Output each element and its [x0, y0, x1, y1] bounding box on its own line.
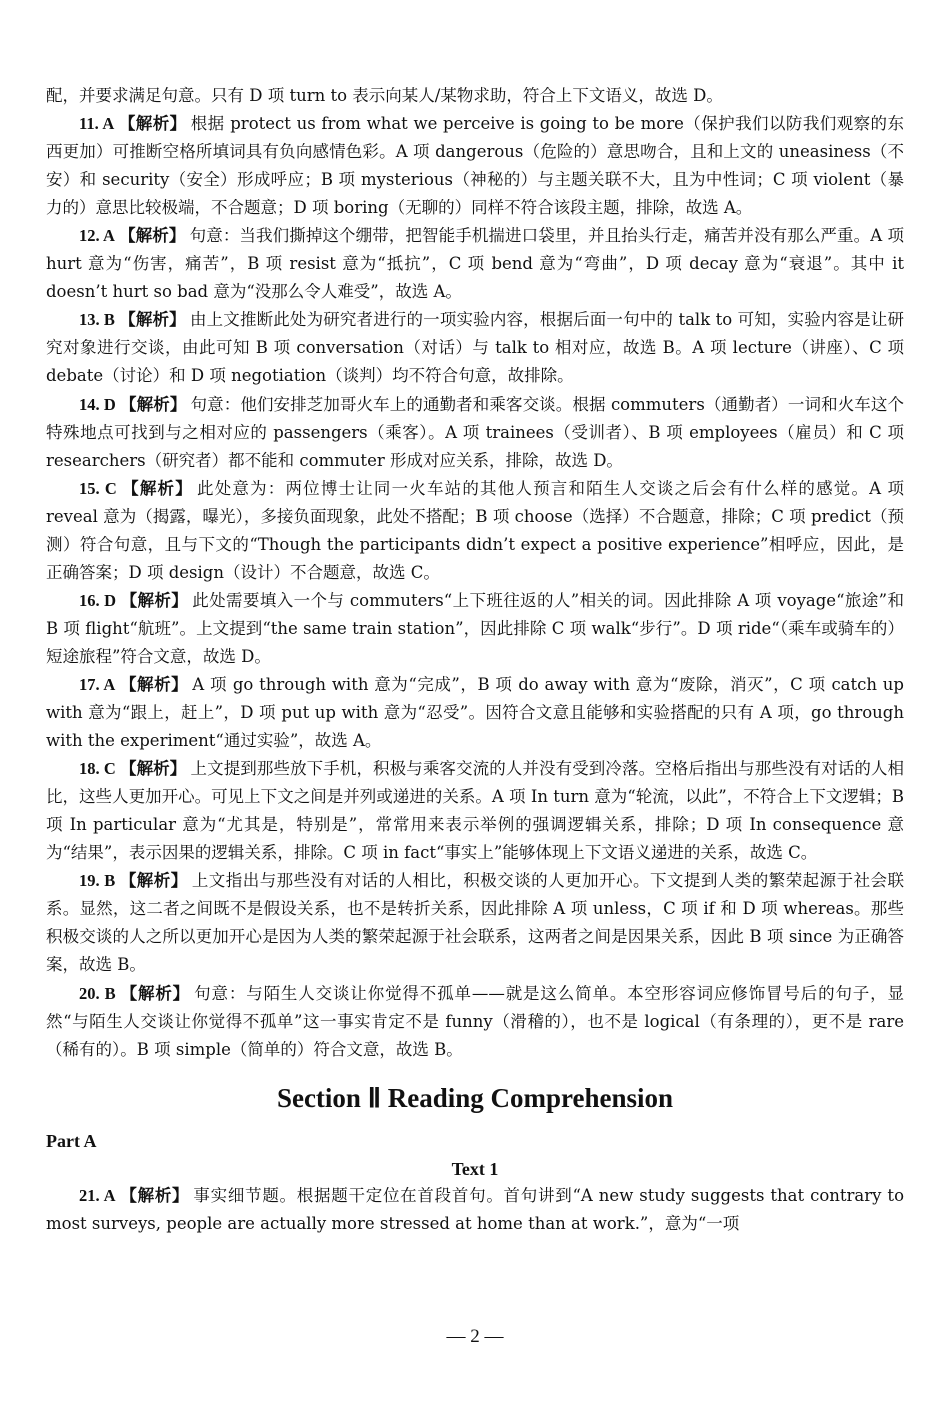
answer-item-12 — [46, 222, 904, 306]
text-heading: Text 1 — [451, 1158, 499, 1179]
item-text: 句意：与陌生人交谈让你觉得不孤单——就是这么简单。本空形容词应修饰冒号后的句子，显然“与陌生人交谈让你觉得不孤单”这一事实肯定不是 funny（滑稽的），也不是 logical（有条理的），更不是 rare（稀有的）。B 项 simple（简单的）符合文意，故选 B。 — [46, 983, 905, 1059]
item-text: 上文提到那些放下手机，积极与乘客交流的人并没有受到冷落。空格后指出与那些没有对话的人相比，这些人更加开心。可见上下文之间是并列或递进的关系。A 项 In turn 意为“轮流，以此”，不符合上下文逻辑；B 项 In particular 意为“尤其是，特别是”，常常用来表示举例的强调逻辑关系，排除；D 项 In consequence 意为“结果”，表示因果的逻辑关系，排除。C 项 in fact“事实上”能够体现上下文语义递进的关系，故选 C。 — [46, 759, 905, 863]
item-text: 上文指出与那些没有对话的人相比，积极交谈的人更加开心。下文提到人类的繁荣起源于社会联系。显然，这二者之间既不是假设关系，也不是转折关系，因此排除 A 项 unless，C 项 if 和 D 项 whereas。那些积极交谈的人之所以更加开心是因为人类的繁荣起源于社会联系，这两者之间是因果关系，因此 B 项 since 为正确答案，故选 B。 — [46, 871, 905, 975]
answer-item-15 — [46, 475, 904, 587]
analysis-tag: 【解析】 — [119, 674, 189, 694]
section-heading: Section Ⅱ Reading Comprehension — [276, 1082, 674, 1113]
item-number: 16. D — [79, 590, 117, 610]
item-text: 此处意为：两位博士让同一火车站的其他人预言和陌生人交谈之后会有什么样的感觉。A 项 reveal 意为（揭露，曝光），多接负面现象，此处不搭配；B 项 choose（选择）不合题意，排除；C 项 predict（预测）符合句意，且与下文的“Though the participants didn’t expect a positive experience”相呼应，因此，是正确答案；D 项 design（设计）不合题意，故选 C。 — [46, 478, 904, 582]
answer-item-18 — [46, 755, 904, 867]
analysis-tag: 【解析】 — [119, 394, 187, 414]
analysis-tag: 【解析】 — [120, 590, 189, 610]
analysis-tag: 【解析】 — [119, 1185, 190, 1205]
analysis-tag: 【解析】 — [120, 478, 193, 498]
page-number: — 2 — — [446, 1326, 504, 1347]
item-text: 根据 protect us from what we perceive is going to be more（保护我们以防我们观察的东西更加）可推断空格所填词具有负向感情色彩。A 项 dangerous（危险的）意思吻合，且和上文的 uneasiness（不安）和 security（安全）形成呼应；B 项 mysterious（神秘的）与主题关联不大，且为中性词；C 项 violent（暴力的）意思比较极端，不合题意；D 项 boring（无聊的）同样不符合该段主题，排除，故选 A。 — [46, 114, 904, 218]
item-number: 11. A — [79, 114, 115, 134]
item-number: 20. B — [79, 983, 116, 1003]
answer-item-17 — [46, 671, 904, 755]
item-text: 事实细节题。根据题干定位在首段首句。首句讲到“A new study suggests that contrary to most surveys, people are actually more stressed at home than at work.”，意为“一项 — [46, 1185, 905, 1233]
item-number: 15. C — [79, 478, 117, 498]
analysis-tag: 【解析】 — [118, 114, 187, 134]
part-heading: Part A — [46, 1130, 97, 1151]
answer-item-21 — [46, 1182, 904, 1238]
intro-paragraph: 配，并要求满足句意。只有 D 项 turn to 表示向某人/某物求助，符合上下文语义，故选 D。 — [46, 86, 723, 105]
item-number: 19. B — [79, 871, 116, 891]
item-number: 18. C — [79, 759, 116, 779]
analysis-tag: 【解析】 — [118, 226, 186, 246]
item-number: 12. A — [79, 226, 115, 246]
item-text: 此处需要填入一个与 commuters“上下班往返的人”相关的词。因此排除 A 项 voyage“旅途”和 B 项 flight“航班”。上文提到“the same train station”，因此排除 C 项 walk“步行”。D 项 ride“（乘车或骑车的）短途旅程”符合文意，故选 D。 — [46, 590, 904, 666]
answer-item-20 — [46, 980, 904, 1064]
analysis-tag: 【解析】 — [119, 310, 186, 330]
answer-item-13 — [46, 306, 904, 390]
answer-item-16 — [46, 587, 904, 671]
item-number: 13. B — [79, 310, 115, 330]
item-text: A 项 go through with 意为“完成”，B 项 do away with 意为“废除，消灭”，C 项 catch up with 意为“跟上，赶上”，D 项 put up with 意为“忍受”。因符合文意且能够和实验搭配的只有 A 项，go through with the experiment“通过实验”，故选 A。 — [46, 674, 904, 751]
item-number: 21. A — [79, 1185, 116, 1205]
analysis-tag: 【解析】 — [119, 871, 188, 891]
page-content — [46, 82, 904, 1238]
answer-item-11 — [46, 110, 904, 222]
item-number: 17. A — [79, 674, 116, 694]
analysis-tag: 【解析】 — [119, 759, 187, 779]
item-text: 由上文推断此处为研究者进行的一项实验内容，根据后面一句中的 talk to 可知，实验内容是让研究对象进行交谈，由此可知 B 项 conversation（对话）与 talk to 相对应，故选 B。A 项 lecture（讲座）、C 项 debate（讨论）和 D 项 negotiation（谈判）均不符合句意，故排除。 — [46, 310, 904, 386]
answer-item-14 — [46, 391, 904, 475]
item-text: 句意：当我们撕掉这个绷带，把智能手机揣进口袋里，并且抬头行走，痛苦并没有那么严重。A 项 hurt 意为“伤害，痛苦”，B 项 resist 意为“抵抗”，C 项 bend 意为“弯曲”，D 项 decay 意为“衰退”。其中 it doesn’t hurt so bad 意为“没那么令人难受”，故选 A。 — [46, 226, 904, 302]
item-text: 句意：他们安排芝加哥火车上的通勤者和乘客交谈。根据 commuters（通勤者）一词和火车这个特殊地点可找到与之相对应的 passengers（乘客）。A 项 trainees（受训者）、B 项 employees（雇员）和 C 项 researchers（研究者）都不能和 commuter 形成对应关系，排除，故选 D。 — [46, 394, 905, 470]
answer-item-19 — [46, 867, 904, 979]
analysis-tag: 【解析】 — [119, 983, 191, 1003]
item-number: 14. D — [79, 394, 116, 414]
